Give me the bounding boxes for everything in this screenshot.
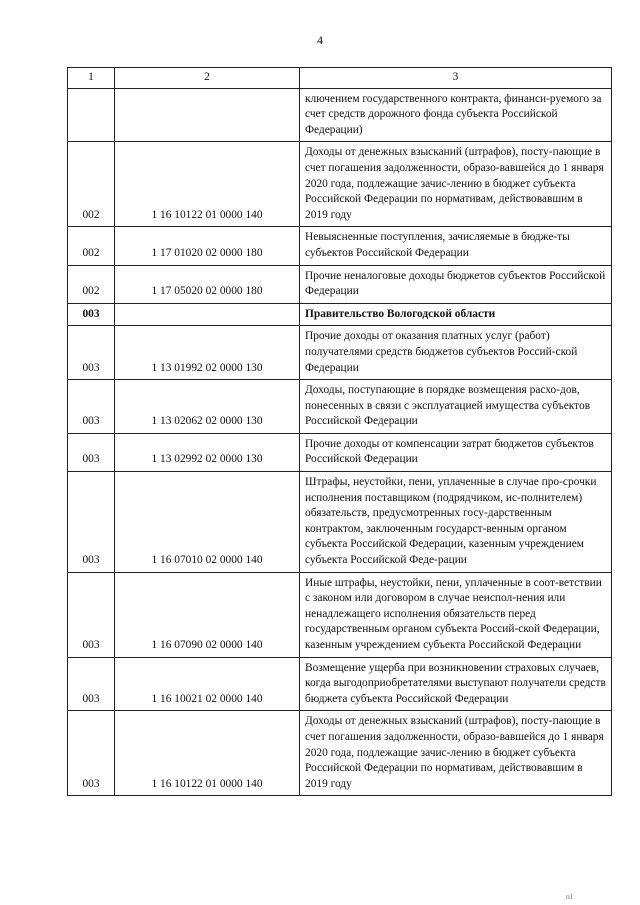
admin-code-cell: 002: [68, 265, 115, 303]
admin-code-cell: 003: [68, 711, 115, 796]
revenue-description-cell: Возмещение ущерба при возникновении страховых случаев, когда выгодоприобретателями выступают получатели средств бюджета субъекта Российской Федерации: [300, 657, 612, 711]
revenue-description-cell: Невыясненные поступления, зачисляемые в бюдже-ты субъектов Российской Федерации: [300, 227, 612, 265]
admin-code-cell: 002: [68, 142, 115, 227]
admin-code-cell: 002: [68, 227, 115, 265]
table-row: [68, 227, 612, 265]
table-row: [68, 711, 612, 796]
admin-code-cell: 003: [68, 303, 115, 326]
revenue-description-cell: Штрафы, неустойки, пени, уплаченные в случае про-срочки исполнения поставщиком (подрядчиком, ис-полнителем) обязательств, предусмотренных госу-дарственным контрактом, заключенным государст-венным органом субъекта Российской Федерации, казенным учреждением субъекта Российской Феде-рации: [300, 472, 612, 573]
revenue-description-cell: Доходы, поступающие в порядке возмещения расхо-дов, понесенных в связи с эксплуатацией имущества субъектов Российской Федерации: [300, 380, 612, 434]
table-row: [68, 88, 612, 142]
revenue-description-cell: Прочие неналоговые доходы бюджетов субъектов Российской Федерации: [300, 265, 612, 303]
table-row: [68, 472, 612, 573]
administrator-name-cell: Правительство Вологодской области: [300, 303, 612, 326]
budget-classification-code-cell: 1 16 07090 02 0000 140: [115, 572, 300, 657]
revenue-description-cell: ключением государственного контракта, финанси-руемого за счет средств дорожного фонда субъекта Российской Федерации): [300, 88, 612, 142]
header-column-3: 3: [300, 68, 612, 89]
table-header-row: [68, 68, 612, 89]
budget-classification-code-cell: [115, 303, 300, 326]
budget-classification-code-cell: 1 13 01992 02 0000 130: [115, 326, 300, 380]
admin-code-cell: 003: [68, 380, 115, 434]
revenue-description-cell: Доходы от денежных взысканий (штрафов), посту-пающие в счет погашения задолженности, образо-вавшейся до 1 января 2020 года, подлежащие зачис-лению в бюджет субъекта Российской Федерации по нормативам, действовавшим в 2019 году: [300, 711, 612, 796]
table-row: [68, 265, 612, 303]
table-row: [68, 380, 612, 434]
table-row: [68, 326, 612, 380]
page-number: 4: [317, 33, 323, 47]
admin-code-cell: 003: [68, 433, 115, 471]
budget-classification-code-cell: 1 16 10122 01 0000 140: [115, 142, 300, 227]
table-row: [68, 433, 612, 471]
revenue-description-cell: Прочие доходы от оказания платных услуг (работ) получателями средств бюджетов субъектов Россий-ской Федерации: [300, 326, 612, 380]
revenue-description-cell: Доходы от денежных взысканий (штрафов), посту-пающие в счет погашения задолженности, образо-вавшейся до 1 января 2020 года, подлежащие зачис-лению в бюджет субъекта Российской Федерации по нормативам, действовавшим в 2019 году: [300, 142, 612, 227]
admin-code-cell: 003: [68, 657, 115, 711]
budget-classification-code-cell: 1 17 05020 02 0000 180: [115, 265, 300, 303]
table-row: [68, 657, 612, 711]
budget-classification-code-cell: 1 13 02992 02 0000 130: [115, 433, 300, 471]
admin-code-cell: 003: [68, 572, 115, 657]
header-column-2: 2: [115, 68, 300, 89]
revenue-description-cell: Прочие доходы от компенсации затрат бюджетов субъектов Российской Федерации: [300, 433, 612, 471]
budget-classification-code-cell: 1 16 10122 01 0000 140: [115, 711, 300, 796]
budget-classification-code-cell: [115, 88, 300, 142]
table-row: [68, 303, 612, 326]
table-row: [68, 572, 612, 657]
budget-classification-code-cell: 1 17 01020 02 0000 180: [115, 227, 300, 265]
revenue-codes-table: [67, 67, 612, 796]
table-row: [68, 142, 612, 227]
admin-code-cell: 003: [68, 472, 115, 573]
admin-code-cell: 003: [68, 326, 115, 380]
budget-classification-code-cell: 1 13 02062 02 0000 130: [115, 380, 300, 434]
header-column-1: 1: [68, 68, 115, 89]
footer-mark: п1: [566, 893, 574, 901]
admin-code-cell: [68, 88, 115, 142]
budget-classification-code-cell: 1 16 07010 02 0000 140: [115, 472, 300, 573]
budget-classification-code-cell: 1 16 10021 02 0000 140: [115, 657, 300, 711]
revenue-description-cell: Иные штрафы, неустойки, пени, уплаченные в соот-ветствии с законом или договором в случае неиспол-нения или ненадлежащего исполнения обязательств перед государственным органом субъекта Россий-ской Федерации, казенным учреждением субъекта Российской Федерации: [300, 572, 612, 657]
